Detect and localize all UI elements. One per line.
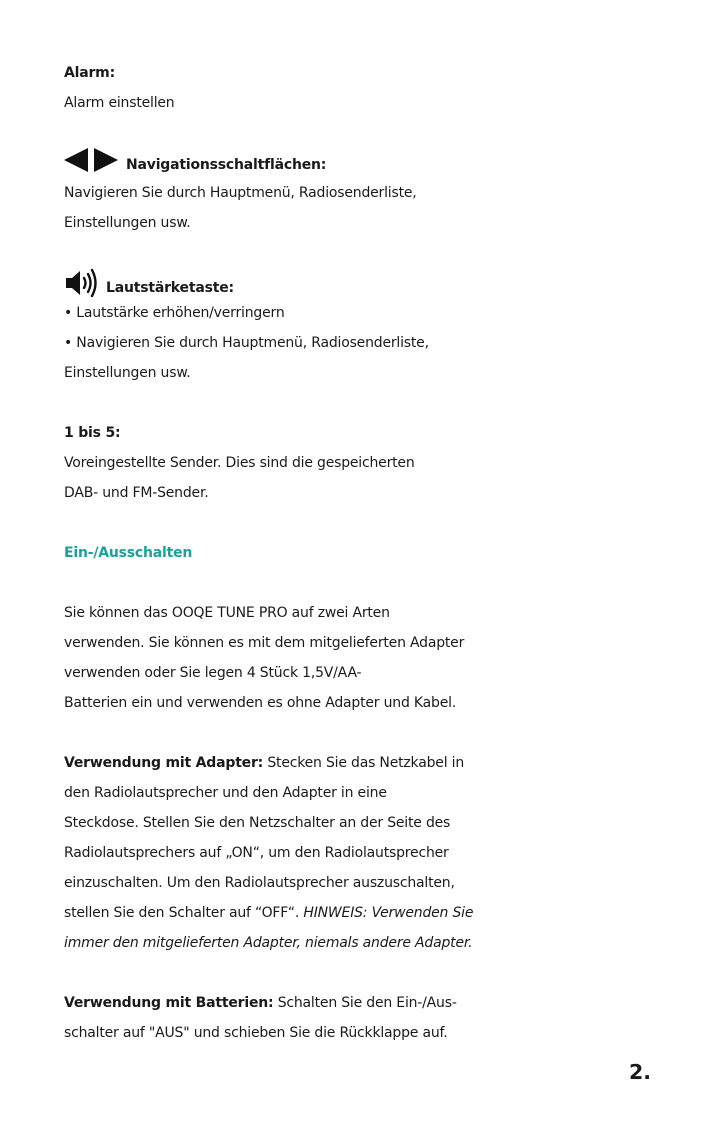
navigation-line: Einstellungen usw. bbox=[64, 215, 191, 231]
adapter-line: Steckdose. Stellen Sie den Netzschalter an der Seite des bbox=[64, 815, 451, 831]
presets-title: 1 bis 5: bbox=[64, 425, 121, 441]
adapter-label: Verwendung mit Adapter: bbox=[64, 755, 264, 771]
spacer bbox=[64, 118, 704, 148]
adapter-first-line-text: Stecken Sie das Netzkabel in bbox=[263, 755, 464, 771]
adapter-line: einzuschalten. Um den Radiolautsprecher auszuschalten, bbox=[64, 875, 455, 891]
navigation-title: Navigationsschaltflächen: bbox=[126, 157, 327, 173]
adapter-line: den Radiolautsprecher und den Adapter in eine bbox=[64, 785, 387, 801]
volume-line: • Lautstärke erhöhen/verringern bbox=[64, 305, 285, 321]
volume-title: Lautstärketaste: bbox=[106, 280, 234, 296]
presets-line: Voreingestellte Sender. Dies sind die gespeicherten bbox=[64, 455, 415, 471]
volume-title-row bbox=[64, 268, 704, 298]
intro-line: verwenden oder Sie legen 4 Stück 1,5V/AA- bbox=[64, 665, 362, 681]
navigation-title-row bbox=[64, 148, 704, 178]
spacer bbox=[64, 718, 704, 748]
alarm-title: Alarm: bbox=[64, 65, 115, 81]
spacer bbox=[64, 508, 704, 538]
manual-page bbox=[64, 58, 704, 1048]
batteries-first-line-text: Schalten Sie den Ein-/Aus- bbox=[273, 995, 457, 1011]
volume-line: Einstellungen usw. bbox=[64, 365, 191, 381]
spacer bbox=[64, 958, 704, 988]
batteries-line: schalter auf "AUS" und schieben Sie die Rückklappe auf. bbox=[64, 1025, 448, 1041]
intro-line: Sie können das OOQE TUNE PRO auf zwei Arten bbox=[64, 605, 390, 621]
alarm-text: Alarm einstellen bbox=[64, 95, 175, 111]
triangle-right-icon bbox=[94, 148, 118, 172]
adapter-last-line bbox=[64, 898, 704, 928]
intro-line: verwenden. Sie können es mit dem mitgelieferten Adapter bbox=[64, 635, 465, 651]
batteries-first-line bbox=[64, 988, 704, 1018]
adapter-note-line: immer den mitgelieferten Adapter, niemals andere Adapter. bbox=[64, 935, 473, 951]
adapter-line: Radiolautsprechers auf „ON“, um den Radiolautsprecher bbox=[64, 845, 449, 861]
navigation-line: Navigieren Sie durch Hauptmenü, Radiosenderliste, bbox=[64, 185, 417, 201]
adapter-last-line-text: stellen Sie den Schalter auf “OFF“. bbox=[64, 905, 304, 921]
adapter-first-line bbox=[64, 748, 704, 778]
adapter-note-start: HINWEIS: Verwenden Sie bbox=[303, 905, 474, 921]
volume-line: • Navigieren Sie durch Hauptmenü, Radiosenderliste, bbox=[64, 335, 429, 351]
spacer bbox=[64, 568, 704, 598]
triangle-left-icon bbox=[64, 148, 88, 172]
navigation-arrows bbox=[64, 148, 118, 172]
intro-line: Batterien ein und verwenden es ohne Adapter und Kabel. bbox=[64, 695, 457, 711]
speaker-volume-icon bbox=[64, 268, 98, 298]
page-number: 2. bbox=[628, 1060, 651, 1084]
spacer bbox=[64, 388, 704, 418]
power-section-heading: Ein-/Ausschalten bbox=[64, 545, 193, 561]
presets-line: DAB- und FM-Sender. bbox=[64, 485, 209, 501]
spacer bbox=[64, 238, 704, 268]
batteries-label: Verwendung mit Batterien: bbox=[64, 995, 274, 1011]
